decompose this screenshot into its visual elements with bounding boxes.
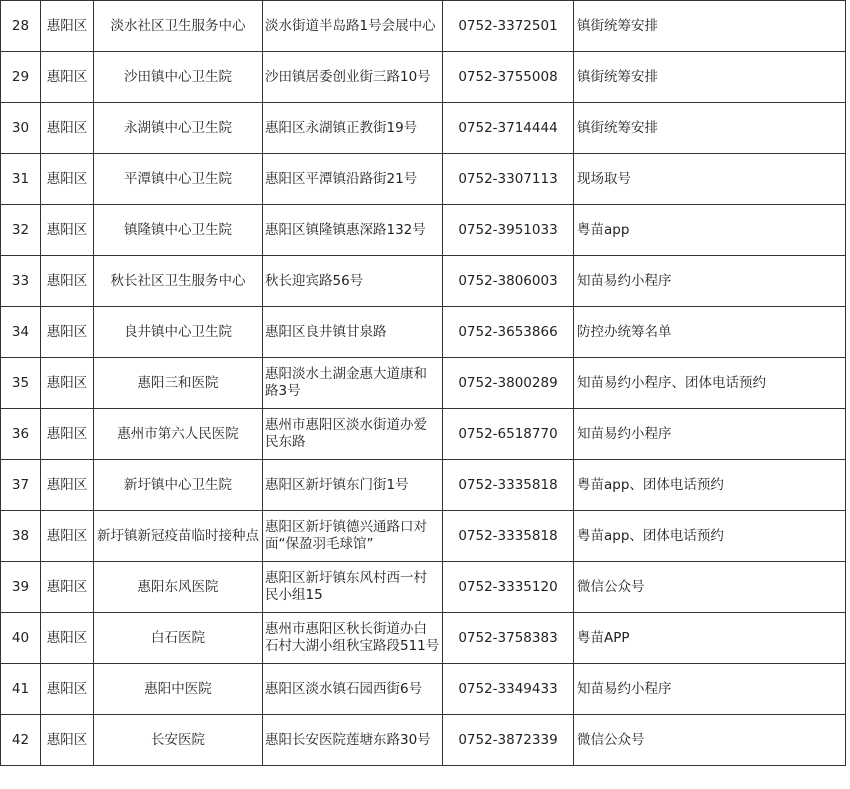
table-row — [1, 511, 846, 562]
site-name-cell: 长安医院 — [94, 715, 263, 766]
site-name-cell: 新圩镇中心卫生院 — [94, 460, 263, 511]
booking-method-cell: 粤苗app、团体电话预约 — [574, 460, 846, 511]
booking-method-cell: 防控办统筹名单 — [574, 307, 846, 358]
address-cell: 沙田镇居委创业街三路10号 — [263, 52, 443, 103]
booking-method-cell: 知苗易约小程序、团体电话预约 — [574, 358, 846, 409]
district-cell: 惠阳区 — [41, 409, 94, 460]
site-name-cell: 惠阳三和医院 — [94, 358, 263, 409]
district-cell: 惠阳区 — [41, 307, 94, 358]
phone-cell: 0752-3951033 — [443, 205, 574, 256]
site-name-cell: 永湖镇中心卫生院 — [94, 103, 263, 154]
district-cell: 惠阳区 — [41, 52, 94, 103]
table-row — [1, 613, 846, 664]
row-number-cell: 34 — [1, 307, 41, 358]
district-cell: 惠阳区 — [41, 154, 94, 205]
phone-cell: 0752-6518770 — [443, 409, 574, 460]
site-name-cell: 秋长社区卫生服务中心 — [94, 256, 263, 307]
row-number-cell: 32 — [1, 205, 41, 256]
site-name-cell: 平潭镇中心卫生院 — [94, 154, 263, 205]
site-name-cell: 惠阳东风医院 — [94, 562, 263, 613]
booking-method-cell: 现场取号 — [574, 154, 846, 205]
row-number-cell: 28 — [1, 1, 41, 52]
row-number-cell: 42 — [1, 715, 41, 766]
row-number-cell: 40 — [1, 613, 41, 664]
booking-method-cell: 粤苗app、团体电话预约 — [574, 511, 846, 562]
phone-cell: 0752-3349433 — [443, 664, 574, 715]
booking-method-cell: 粤苗app — [574, 205, 846, 256]
district-cell: 惠阳区 — [41, 613, 94, 664]
booking-method-cell: 微信公众号 — [574, 715, 846, 766]
table-row — [1, 1, 846, 52]
address-cell: 惠阳区良井镇甘泉路 — [263, 307, 443, 358]
address-cell: 惠阳区新圩镇东门街1号 — [263, 460, 443, 511]
booking-method-cell: 知苗易约小程序 — [574, 664, 846, 715]
booking-method-cell: 知苗易约小程序 — [574, 256, 846, 307]
row-number-cell: 29 — [1, 52, 41, 103]
site-name-cell: 惠阳中医院 — [94, 664, 263, 715]
phone-cell: 0752-3653866 — [443, 307, 574, 358]
phone-cell: 0752-3714444 — [443, 103, 574, 154]
phone-cell: 0752-3800289 — [443, 358, 574, 409]
table-row — [1, 460, 846, 511]
address-cell: 惠阳区新圩镇东风村西一村民小组15 — [263, 562, 443, 613]
address-cell: 惠阳淡水土湖金惠大道康和路3号 — [263, 358, 443, 409]
site-name-cell: 淡水社区卫生服务中心 — [94, 1, 263, 52]
table-row — [1, 154, 846, 205]
address-cell: 惠州市惠阳区淡水街道办爱民东路 — [263, 409, 443, 460]
address-cell: 惠阳区镇隆镇惠深路132号 — [263, 205, 443, 256]
table-row — [1, 715, 846, 766]
table-row — [1, 52, 846, 103]
district-cell: 惠阳区 — [41, 562, 94, 613]
booking-method-cell: 镇街统筹安排 — [574, 52, 846, 103]
phone-cell: 0752-3335120 — [443, 562, 574, 613]
table-row — [1, 307, 846, 358]
table-row — [1, 103, 846, 154]
address-cell: 惠州市惠阳区秋长街道办白石村大湖小组秋宝路段511号 — [263, 613, 443, 664]
address-cell: 惠阳区淡水镇石园西街6号 — [263, 664, 443, 715]
address-cell: 秋长迎宾路56号 — [263, 256, 443, 307]
row-number-cell: 33 — [1, 256, 41, 307]
site-name-cell: 良井镇中心卫生院 — [94, 307, 263, 358]
row-number-cell: 39 — [1, 562, 41, 613]
phone-cell: 0752-3307113 — [443, 154, 574, 205]
phone-cell: 0752-3872339 — [443, 715, 574, 766]
row-number-cell: 37 — [1, 460, 41, 511]
row-number-cell: 30 — [1, 103, 41, 154]
booking-method-cell: 知苗易约小程序 — [574, 409, 846, 460]
phone-cell: 0752-3335818 — [443, 511, 574, 562]
phone-cell: 0752-3806003 — [443, 256, 574, 307]
address-cell: 惠阳长安医院莲塘东路30号 — [263, 715, 443, 766]
site-name-cell: 白石医院 — [94, 613, 263, 664]
booking-method-cell: 镇街统筹安排 — [574, 1, 846, 52]
phone-cell: 0752-3335818 — [443, 460, 574, 511]
table-row — [1, 562, 846, 613]
table-row — [1, 358, 846, 409]
table-row — [1, 205, 846, 256]
district-cell: 惠阳区 — [41, 103, 94, 154]
district-cell: 惠阳区 — [41, 715, 94, 766]
address-cell: 惠阳区永湖镇正教街19号 — [263, 103, 443, 154]
site-name-cell: 新圩镇新冠疫苗临时接种点 — [94, 511, 263, 562]
site-name-cell: 沙田镇中心卫生院 — [94, 52, 263, 103]
row-number-cell: 36 — [1, 409, 41, 460]
phone-cell: 0752-3758383 — [443, 613, 574, 664]
address-cell: 淡水街道半岛路1号会展中心 — [263, 1, 443, 52]
site-name-cell: 惠州市第六人民医院 — [94, 409, 263, 460]
address-cell: 惠阳区平潭镇沿路街21号 — [263, 154, 443, 205]
booking-method-cell: 镇街统筹安排 — [574, 103, 846, 154]
phone-cell: 0752-3372501 — [443, 1, 574, 52]
district-cell: 惠阳区 — [41, 1, 94, 52]
row-number-cell: 35 — [1, 358, 41, 409]
district-cell: 惠阳区 — [41, 664, 94, 715]
address-cell: 惠阳区新圩镇德兴通路口对面“保盈羽毛球馆” — [263, 511, 443, 562]
row-number-cell: 41 — [1, 664, 41, 715]
row-number-cell: 38 — [1, 511, 41, 562]
district-cell: 惠阳区 — [41, 205, 94, 256]
table-row — [1, 664, 846, 715]
district-cell: 惠阳区 — [41, 256, 94, 307]
district-cell: 惠阳区 — [41, 358, 94, 409]
row-number-cell: 31 — [1, 154, 41, 205]
table-body — [1, 1, 846, 766]
booking-method-cell: 微信公众号 — [574, 562, 846, 613]
district-cell: 惠阳区 — [41, 460, 94, 511]
booking-method-cell: 粤苗APP — [574, 613, 846, 664]
site-name-cell: 镇隆镇中心卫生院 — [94, 205, 263, 256]
phone-cell: 0752-3755008 — [443, 52, 574, 103]
table-row — [1, 256, 846, 307]
district-cell: 惠阳区 — [41, 511, 94, 562]
table-row — [1, 409, 846, 460]
